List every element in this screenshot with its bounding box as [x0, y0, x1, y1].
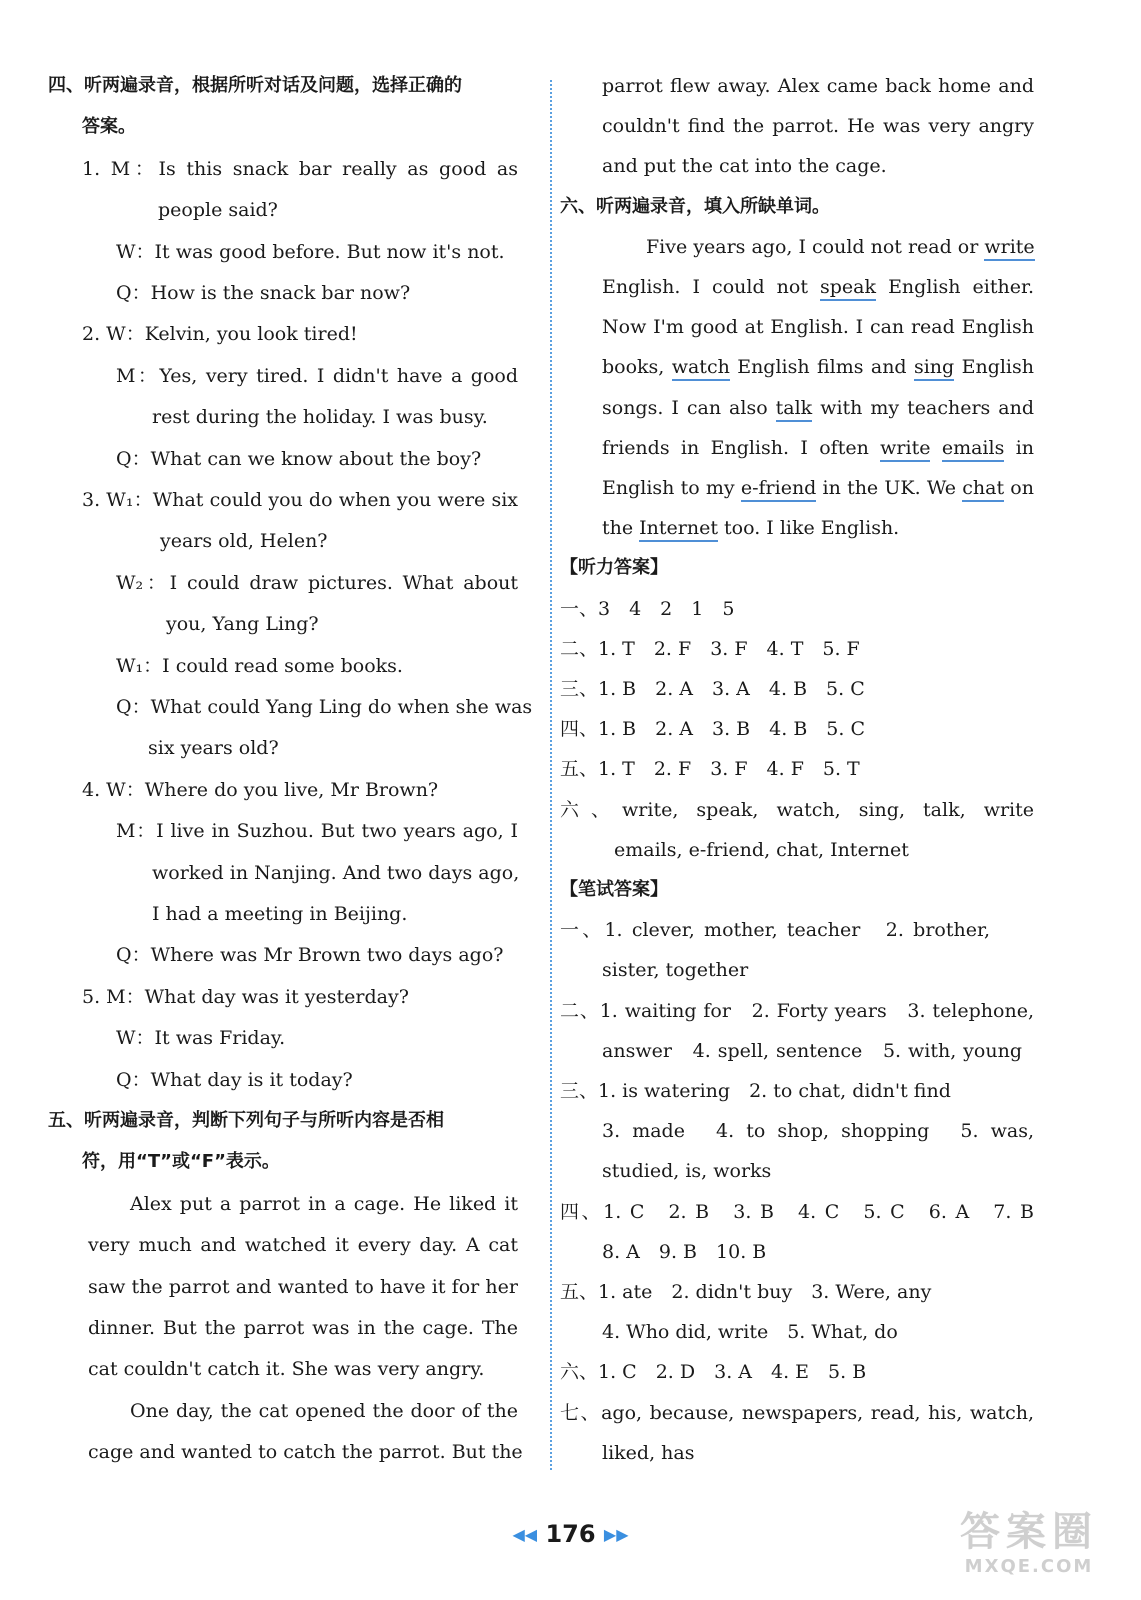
- right-text-line: the Internet too. I like English.: [602, 508, 899, 548]
- blank-answer: e-friend: [741, 477, 817, 502]
- blank-answer: write: [880, 437, 930, 462]
- column-divider: [550, 80, 552, 1470]
- right-text-line: liked, has: [602, 1441, 695, 1464]
- right-text-line: 8. A 9. B 10. B: [602, 1240, 767, 1263]
- right-text-line: Now I'm good at English. I can read English: [602, 316, 1034, 339]
- left-text-line: 1. M：Is this snack bar really as good as: [82, 157, 518, 180]
- left-text-line: Q：What day is it today?: [116, 1068, 353, 1091]
- right-text-line: 六、1. C 2. D 3. A 4. E 5. B: [560, 1361, 867, 1384]
- right-text-line: 【笔试答案】: [560, 879, 668, 900]
- left-text-line: 答案。: [82, 116, 136, 138]
- next-arrows-icon: ▶▶: [603, 1525, 629, 1544]
- right-text-line: sister, together: [602, 959, 749, 982]
- right-text-line: answer 4. spell, sentence 5. with, young: [602, 1039, 1022, 1062]
- right-text-line: English to my e-friend in the UK. We chat on: [602, 468, 1034, 508]
- right-text-line: 七、ago, because, newspapers, read, his, watch,: [560, 1401, 1034, 1424]
- left-text-line: 五、听两遍录音，判断下列句子与所听内容是否相: [48, 1110, 444, 1131]
- left-text-line: Q：What can we know about the boy?: [116, 447, 482, 470]
- right-text-line: 三、1. B 2. A 3. A 4. B 5. C: [560, 678, 865, 700]
- blank-answer: emails: [942, 437, 1005, 462]
- page-number: 176: [545, 1520, 596, 1548]
- right-text-line: parrot flew away. Alex came back home and: [602, 75, 1034, 97]
- right-text-line: 二、1. waiting for 2. Forty years 3. telephone,: [560, 999, 1034, 1022]
- right-text-line: emails, e-friend, chat, Internet: [614, 838, 909, 861]
- left-text-line: Q：How is the snack bar now?: [116, 282, 411, 304]
- right-text-line: 四、1. C 2. B 3. B 4. C 5. C 6. A 7. B: [560, 1200, 1034, 1223]
- left-text-line: 四、听两遍录音，根据所听对话及问题，选择正确的: [48, 75, 462, 96]
- right-text-line: couldn't find the parrot. He was very angry: [602, 115, 1034, 138]
- left-text-line: very much and watched it every day. A cat: [88, 1234, 518, 1257]
- blank-answer: sing: [914, 356, 954, 381]
- left-text-line: M：Yes, very tired. I didn't have a good: [116, 364, 518, 387]
- prev-arrows-icon: ◀◀: [512, 1525, 538, 1544]
- left-text-line: One day, the cat opened the door of the: [130, 1399, 518, 1422]
- right-text-line: 3. made 4. to shop, shopping 5. was,: [602, 1120, 1034, 1143]
- blank-answer: Internet: [639, 517, 718, 542]
- right-text-line: 一、1. clever, mother, teacher 2. brother,: [560, 919, 990, 942]
- left-text-line: W：It was Friday.: [116, 1027, 286, 1050]
- right-text-line: songs. I can also talk with my teachers and: [602, 388, 1034, 428]
- left-text-line: Alex put a parrot in a cage. He liked it: [130, 1192, 518, 1215]
- right-text-line: 一、3 4 2 1 5: [560, 597, 735, 620]
- right-text-line: 【听力答案】: [560, 557, 668, 579]
- right-text-line: 五、1. T 2. F 3. F 4. F 5. T: [560, 758, 860, 781]
- left-text-line: people said?: [158, 199, 278, 222]
- watermark-logo: [929, 1508, 1129, 1588]
- right-text-line: 六、听两遍录音，填入所缺单词。: [560, 195, 830, 217]
- right-text-line: English. I could not speak English either.: [602, 267, 1034, 307]
- right-text-line: 三、1. is watering 2. to chat, didn't find: [560, 1080, 951, 1102]
- watermark-chars: 答案圈: [960, 1509, 1098, 1555]
- left-text-line: W₂：I could draw pictures. What about: [116, 571, 518, 594]
- watermark-domain: MXQE.COM: [964, 1556, 1094, 1577]
- right-text-line: friends in English. I often write emails in: [602, 428, 1034, 468]
- left-text-line: 5. M：What day was it yesterday?: [82, 985, 409, 1008]
- right-text-line: studied, is, works: [602, 1160, 772, 1183]
- left-text-line: 4. W：Where do you live, Mr Brown?: [82, 778, 439, 801]
- left-text-line: W：It was good before. But now it's not.: [116, 240, 505, 263]
- right-text-line: books, watch English films and sing English: [602, 347, 1034, 387]
- left-text-line: W₁：I could read some books.: [116, 654, 403, 677]
- left-text-line: worked in Nanjing. And two days ago,: [152, 861, 520, 884]
- left-text-line: 2. W：Kelvin, you look tired!: [82, 323, 358, 346]
- blank-answer: write: [984, 236, 1034, 261]
- left-text-line: cage and wanted to catch the parrot. But the: [88, 1441, 523, 1464]
- right-text-line: 六、write, speak, watch, sing, talk, write: [560, 798, 1034, 821]
- left-text-line: dinner. But the parrot was in the cage. The: [88, 1317, 518, 1339]
- left-text-line: years old, Helen?: [160, 530, 328, 553]
- left-text-line: six years old?: [148, 737, 279, 760]
- left-text-line: M：I live in Suzhou. But two years ago, I: [116, 820, 518, 843]
- right-text-line: Five years ago, I could not read or write: [646, 227, 1034, 267]
- blank-answer: speak: [820, 276, 876, 301]
- blank-answer: watch: [672, 356, 730, 381]
- right-text-line: 四、1. B 2. A 3. B 4. B 5. C: [560, 718, 865, 741]
- left-text-line: Q：What could Yang Ling do when she was: [116, 696, 533, 718]
- blank-answer: chat: [962, 477, 1004, 502]
- left-text-line: I had a meeting in Beijing.: [152, 903, 408, 925]
- left-text-line: cat couldn't catch it. She was very angry.: [88, 1358, 485, 1381]
- blank-answer: talk: [776, 397, 813, 422]
- left-text-line: you, Yang Ling?: [166, 613, 319, 636]
- left-text-line: 3. W₁：What could you do when you were six: [82, 489, 518, 511]
- left-text-line: Q：Where was Mr Brown two days ago?: [116, 944, 504, 967]
- right-text-line: 二、1. T 2. F 3. F 4. T 5. F: [560, 637, 860, 660]
- right-text-line: 4. Who did, write 5. What, do: [602, 1321, 898, 1344]
- left-text-line: rest during the holiday. I was busy.: [152, 406, 488, 429]
- right-text-line: 五、1. ate 2. didn't buy 3. Were, any: [560, 1281, 932, 1303]
- left-text-line: 符，用“T”或“F”表示。: [82, 1151, 280, 1173]
- left-text-line: saw the parrot and wanted to have it for her: [88, 1275, 518, 1298]
- right-text-line: and put the cat into the cage.: [602, 155, 887, 178]
